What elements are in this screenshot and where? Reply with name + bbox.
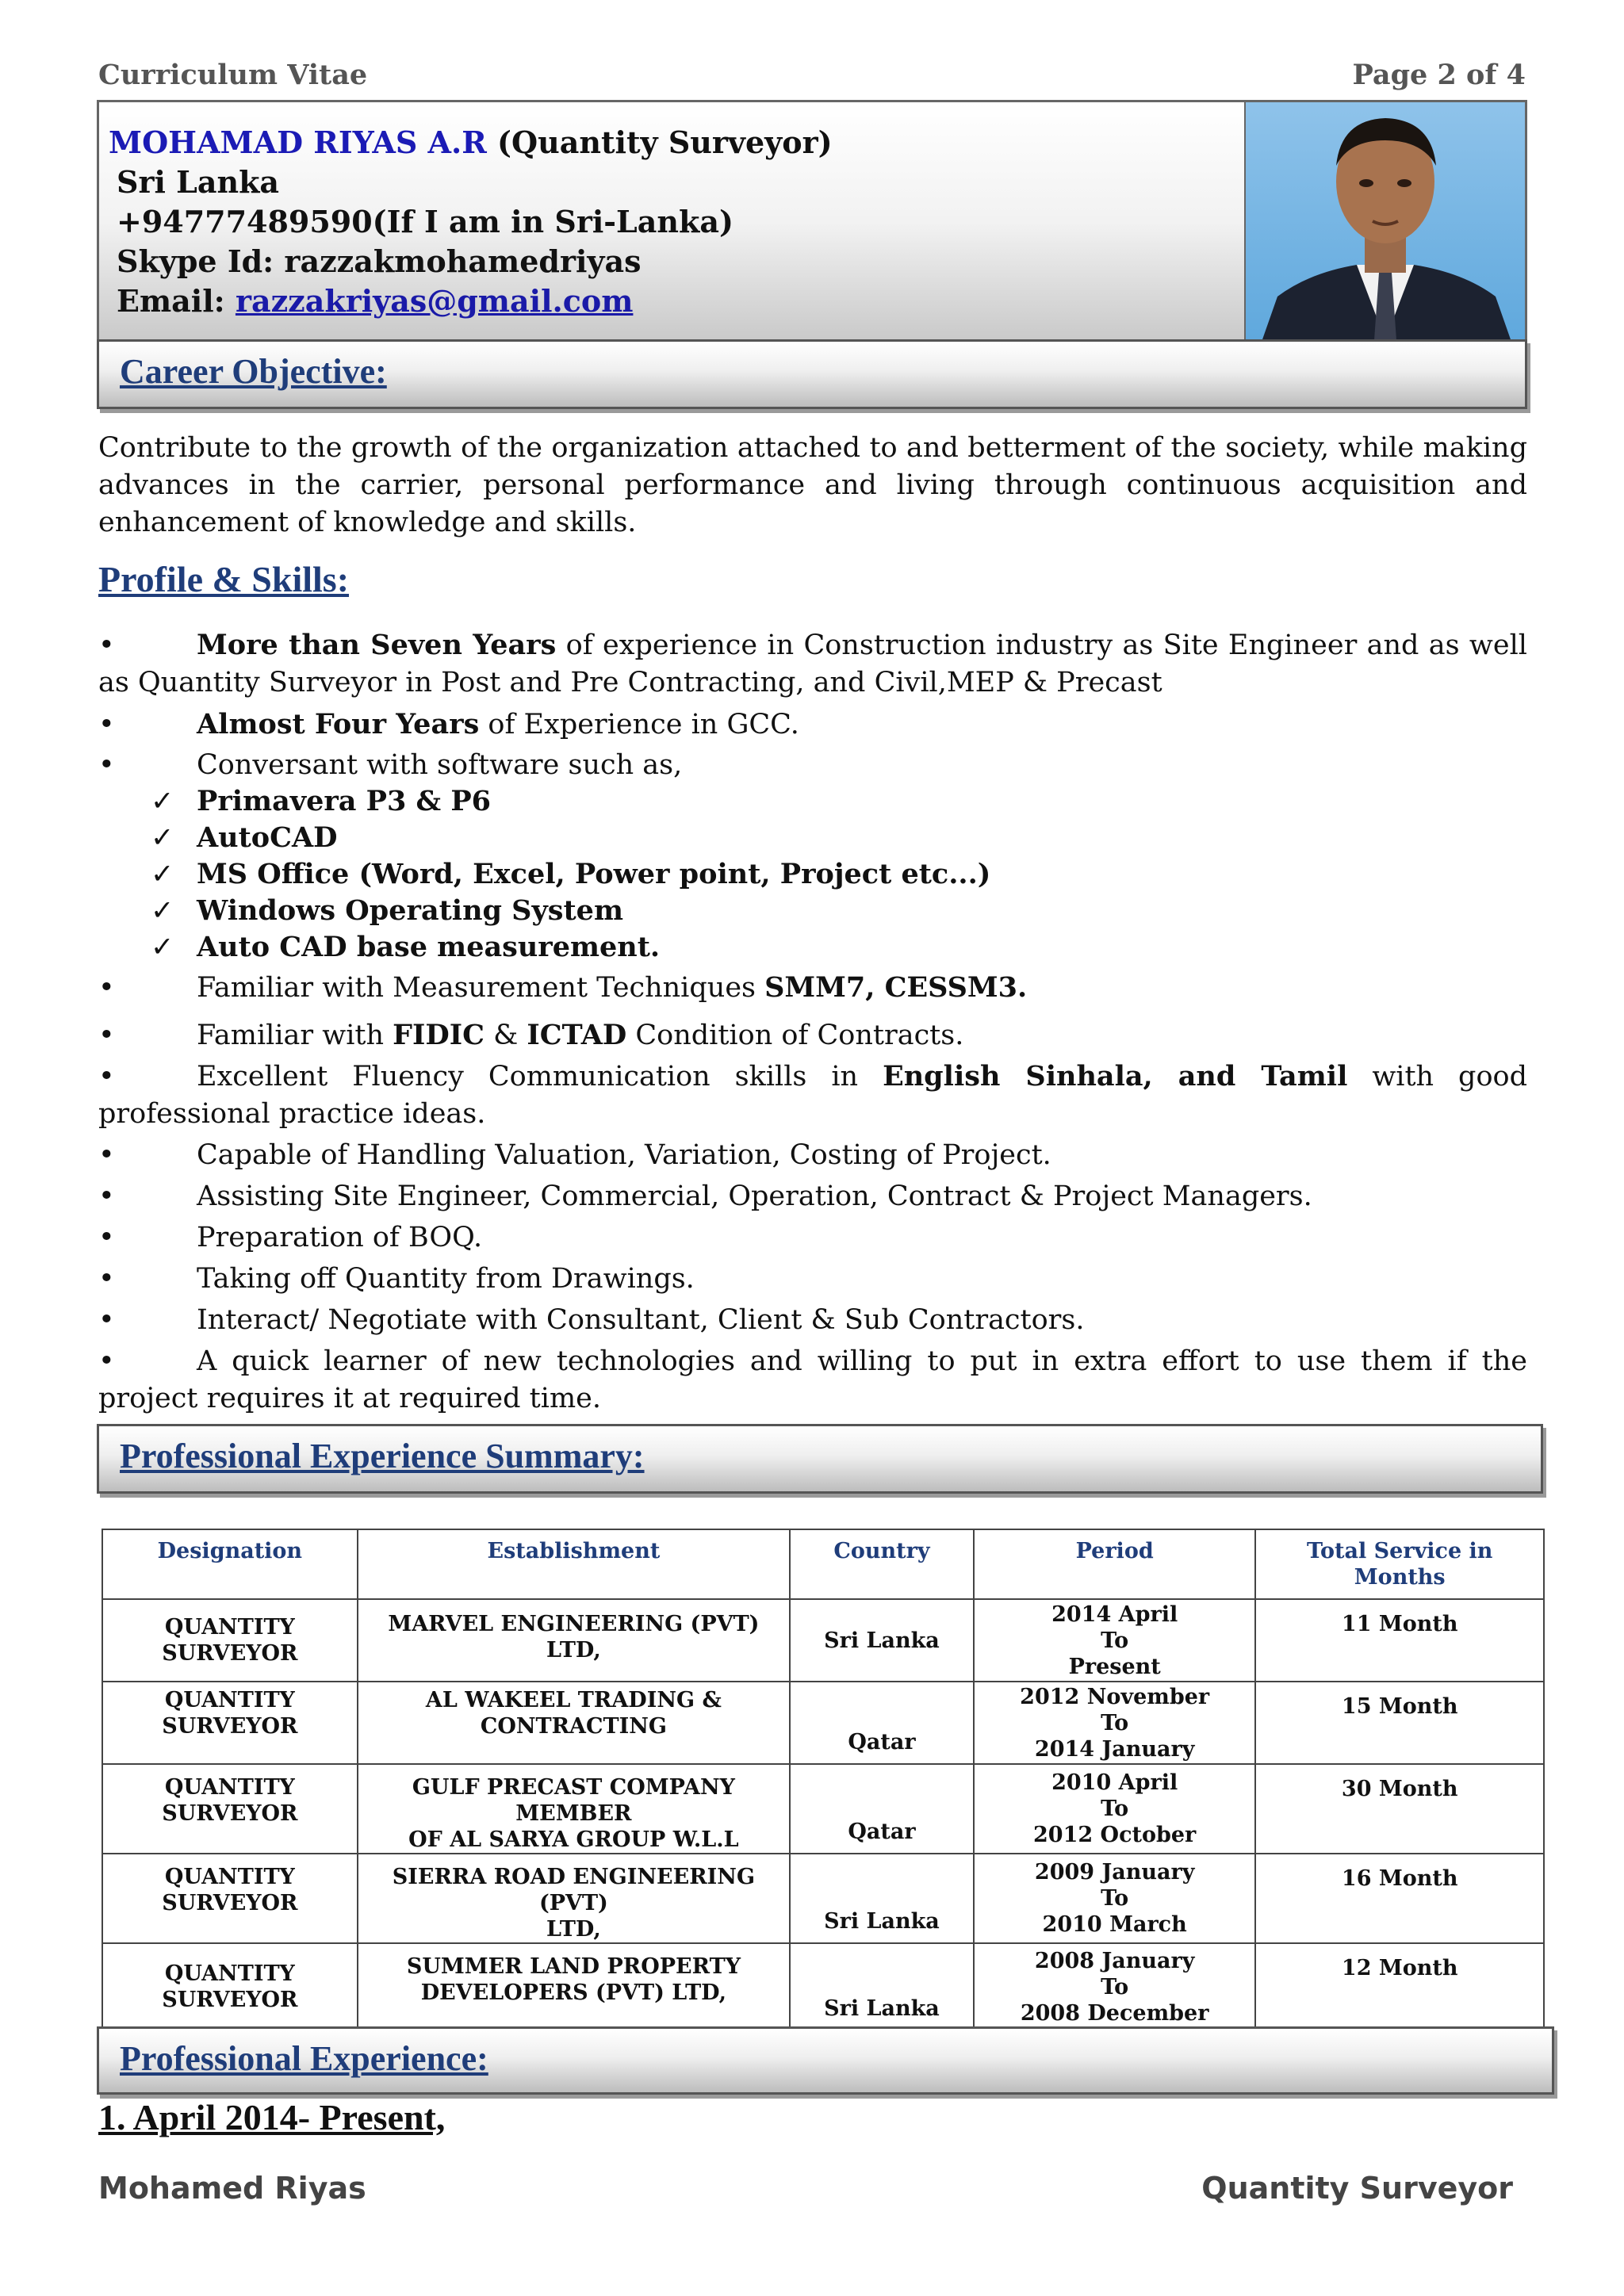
- experience-summary-heading: Professional Experience Summary:: [120, 1437, 645, 1475]
- column-header: Establishment: [358, 1529, 790, 1599]
- skype-id: Skype Id: razzakmohamedriyas: [117, 243, 642, 279]
- career-objective-bar: [97, 339, 1527, 409]
- person-title: (Quantity Surveyor): [497, 124, 833, 160]
- experience-item-title: 1. April 2014- Present,: [98, 2097, 446, 2137]
- page-number: Page 2 of 4: [1352, 59, 1526, 91]
- list-item: • More than Seven Years of experience in Construction industry as Site Engineer and as well as Quantity Surveyor in Post and Pre Contracting, and Civil,MEP & Precast: [98, 629, 1527, 698]
- list-item: • Excellent Fluency Communication skills in English Sinhala, and Tamil with good professional practice ideas.: [98, 1060, 1528, 1130]
- software-item: ✓ AutoCAD: [151, 820, 337, 856]
- table-row: QUANTITY SURVEYOR AL WAKEEL TRADING & CONTRACTING Qatar 2012 November To 2014 January 15 Month: [102, 1682, 1544, 1764]
- table-row: QUANTITY SURVEYOR SIERRA ROAD ENGINEERING (PVT) LTD, Sri Lanka 2009 January To 2010 March 16 Month: [102, 1854, 1544, 1943]
- email-link[interactable]: razzakriyas@gmail.com: [235, 283, 634, 319]
- check-icon: ✓: [151, 895, 174, 927]
- career-objective-text: Contribute to the growth of the organization attached to and betterment of the society, while making advances in the carrier, personal performance and living through continuous acquisition and enhancement of knowledge and skills.: [98, 432, 1527, 538]
- list-item: • Capable of Handling Valuation, Variation, Costing of Project.: [98, 1139, 1051, 1171]
- list-item: • Assisting Site Engineer, Commercial, Operation, Contract & Project Managers.: [98, 1181, 1312, 1212]
- experience-bar: [97, 2026, 1554, 2095]
- software-item: ✓ Windows Operating System: [151, 893, 623, 929]
- email-line: Email: razzakriyas@gmail.com: [117, 283, 634, 319]
- software-item: ✓ Primavera P3 & P6: [151, 783, 491, 820]
- list-item: • Familiar with Measurement Techniques SMM7, CESSM3.: [98, 971, 1028, 1004]
- software-item: ✓ MS Office (Word, Excel, Power point, Project etc...): [151, 856, 990, 893]
- country: Sri Lanka: [117, 164, 280, 200]
- column-header: Designation: [102, 1529, 358, 1599]
- person-name: MOHAMAD RIYAS A.R: [109, 124, 487, 160]
- table-header-row: [102, 1529, 1544, 1599]
- table-row: QUANTITY SURVEYOR SUMMER LAND PROPERTY DEVELOPERS (PVT) LTD, Sri Lanka 2008 January To 2008 December 12 Month: [102, 1943, 1544, 2030]
- experience-heading: Professional Experience:: [120, 2039, 488, 2078]
- contact-box: [97, 100, 1527, 344]
- email-label: Email: [117, 283, 214, 319]
- list-item: • Almost Four Years of Experience in GCC.: [98, 708, 799, 740]
- experience-summary-bar: [97, 1424, 1543, 1494]
- list-item: • Taking off Quantity from Drawings.: [98, 1263, 695, 1295]
- footer-name: Mohamed Riyas: [98, 2171, 366, 2206]
- profile-photo: [1244, 102, 1525, 342]
- phone: +94777489590(If I am in Sri-Lanka): [117, 204, 733, 239]
- running-header: [98, 59, 1526, 91]
- list-item: • Conversant with software such as,: [98, 749, 683, 781]
- list-item: • Familiar with FIDIC & ICTAD Condition of Contracts.: [98, 1019, 964, 1051]
- check-icon: ✓: [151, 822, 174, 854]
- list-item: • Interact/ Negotiate with Consultant, Client & Sub Contractors.: [98, 1304, 1085, 1336]
- column-header: Total Service in Months: [1255, 1529, 1544, 1599]
- list-item: • Preparation of BOQ.: [98, 1222, 483, 1253]
- person-photo-icon: [1246, 102, 1525, 342]
- list-item: • A quick learner of new technologies and willing to put in extra effort to use them if the project requires it at required time.: [98, 1345, 1527, 1414]
- check-icon: ✓: [151, 932, 174, 963]
- footer-role: Quantity Surveyor: [1201, 2171, 1513, 2206]
- profile-skills-heading: Profile & Skills:: [98, 559, 350, 599]
- check-icon: ✓: [151, 786, 174, 817]
- experience-table: [102, 1529, 1545, 2031]
- contact-name-line: [109, 124, 833, 160]
- software-item: ✓ Auto CAD base measurement.: [151, 929, 660, 966]
- column-header: Country: [790, 1529, 974, 1599]
- table-row: QUANTITY SURVEYOR GULF PRECAST COMPANY MEMBER OF AL SARYA GROUP W.L.L Qatar 2010 April To 2012 October 30 Month: [102, 1764, 1544, 1854]
- career-objective-heading: Career Objective:: [120, 352, 387, 391]
- table-row: QUANTITY SURVEYOR MARVEL ENGINEERING (PVT) LTD, Sri Lanka 2014 April To Present 11 Month: [102, 1599, 1544, 1682]
- column-header: Period: [974, 1529, 1256, 1599]
- doc-title: Curriculum Vitae: [98, 59, 368, 91]
- check-icon: ✓: [151, 859, 174, 890]
